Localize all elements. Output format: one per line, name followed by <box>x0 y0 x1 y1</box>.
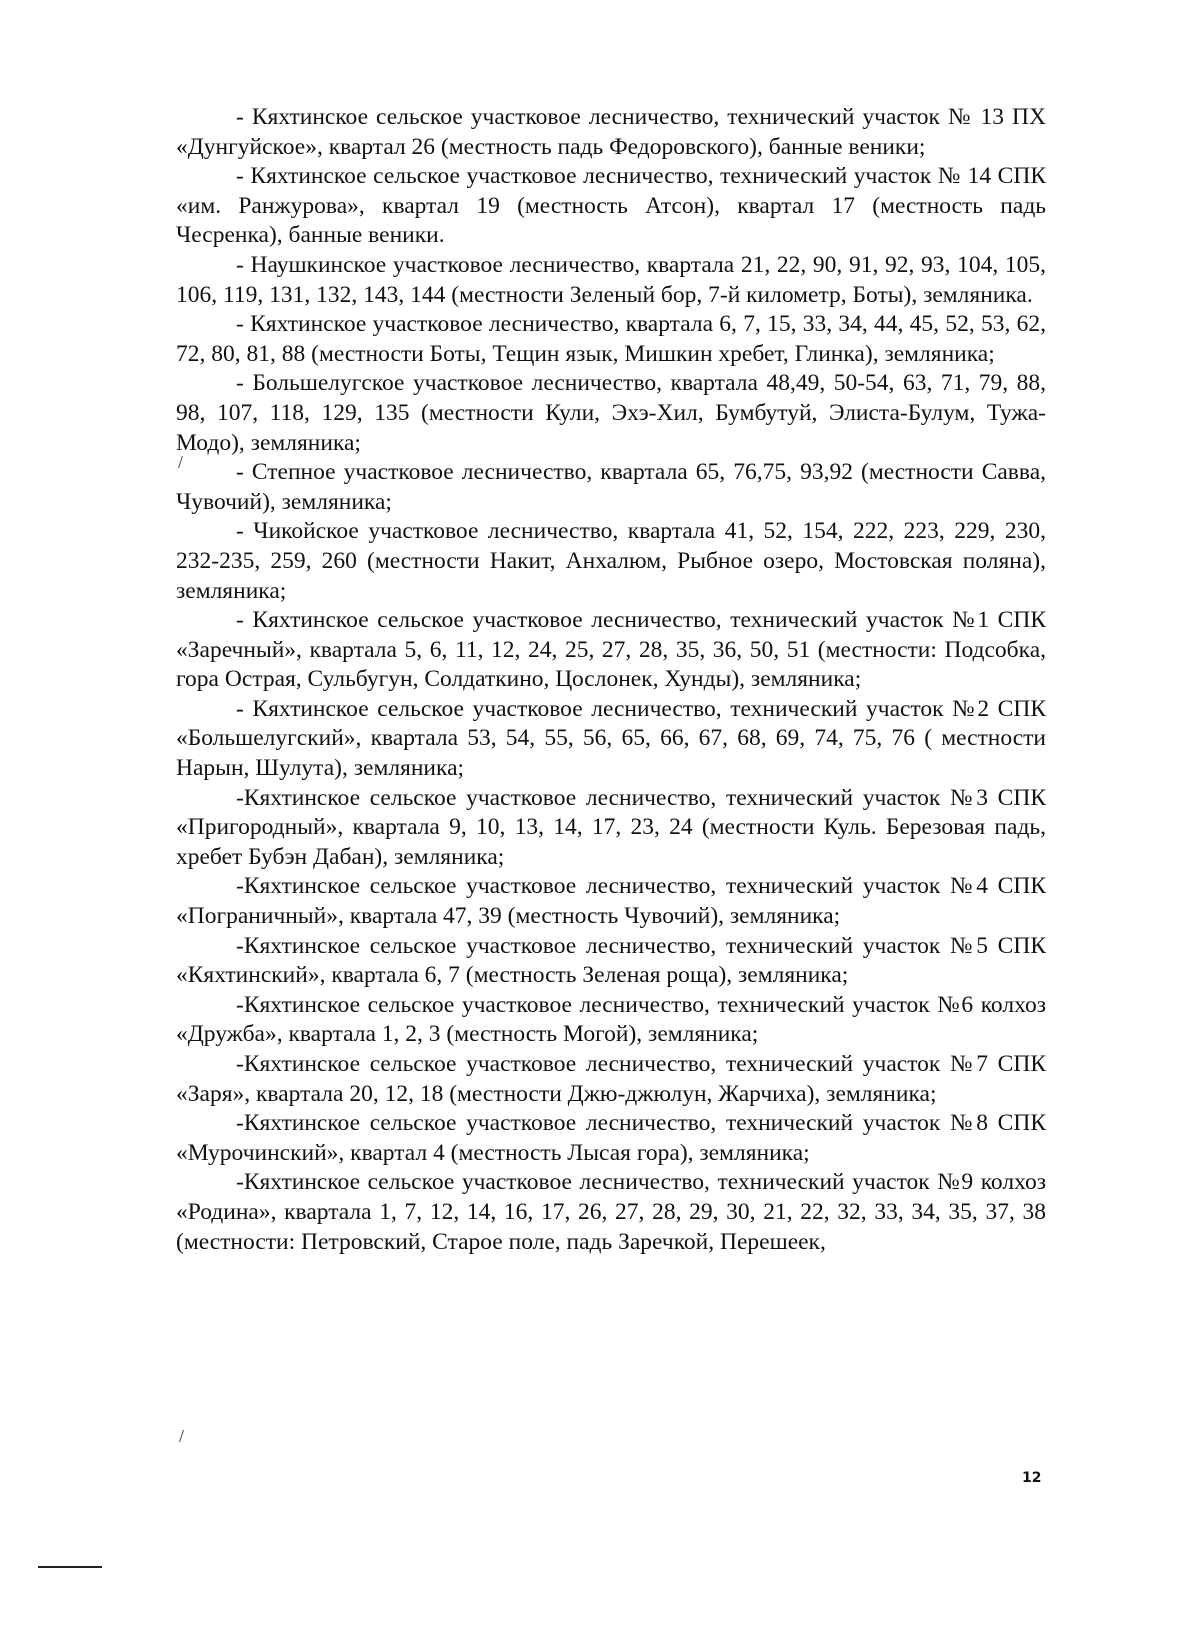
paragraph: - Кяхтинское сельское участковое лесничество, технический участок №1 СПК «Заречный», квартала 5, 6, 11, 12, 24, 25, 27, 28, 35, 36, 50, 51 (местности: Подсобка, гора Острая, Сульбугун, Солдаткино, Цослонек, Хунды), земляника; <box>176 607 1046 693</box>
paragraph: -Кяхтинское сельское участковое лесничество, технический участок №4 СПК «Пограничный», квартала 47, 39 (местность Чувочий), земляника; <box>176 873 1046 930</box>
paragraph: - Степное участковое лесничество, квартала 65, 76,75, 93,92 (местности Савва, Чувочий), земляника; <box>176 459 1046 515</box>
paragraph: - Чикойское участковое лесничество, квартала 41, 52, 154, 222, 223, 229, 230, 232-235, 259, 260 (местности Накит, Анхалюм, Рыбное озеро, Мостовская поляна), земляника; <box>176 518 1046 604</box>
paragraph: - Большелугское участковое лесничество, квартала 48,49, 50-54, 63, 71, 79, 88, 98, 107, 118, 129, 135 (местности Кули, Эхэ-Хил, Бумбутуй, Элиста-Булум, Тужа-Модо), земляника; <box>176 370 1046 456</box>
paragraph: - Наушкинское участковое лесничество, квартала 21, 22, 90, 91, 92, 93, 104, 105, 106, 119, 131, 132, 143, 144 (местности Зеленый бор, 7-й километр, Боты), земляника. <box>176 251 1046 308</box>
paragraph: - Кяхтинское сельское участковое лесничество, технический участок № 13 ПХ «Дунгуйское», квартал 26 (местность падь Федоровского), банные веники; <box>176 104 1046 160</box>
paragraph: - Кяхтинское сельское участковое лесничество, технический участок №2 СПК «Большелугский», квартала 53, 54, 55, 56, 65, 66, 67, 68, 69, 74, 75, 76 ( местности Нарын, Шулута), земляника; <box>176 695 1046 782</box>
paragraph: -Кяхтинское сельское участковое лесничество, технический участок №7 СПК «Заря», квартала 20, 12, 18 (местности Джю-джюлун, Жарчиха), земляника; <box>176 1051 1046 1107</box>
margin-rule <box>38 1566 102 1568</box>
paragraph: -Кяхтинское сельское участковое лесничество, технический участок №6 колхоз «Дружба», квартала 1, 2, 3 (местность Могой), земляника; <box>176 991 1046 1048</box>
paragraph: -Кяхтинское сельское участковое лесничество, технический участок №3 СПК «Пригородный», квартала 9, 10, 13, 14, 17, 23, 24 (местности Куль. Березовая падь, хребет Бубэн Дабан), земляника; <box>176 784 1046 870</box>
document-body <box>176 103 1046 1257</box>
paragraph: -Кяхтинское сельское участковое лесничество, технический участок №5 СПК «Кяхтинский», квартала 6, 7 (местность Зеленая роща), земляника; <box>176 932 1046 989</box>
paragraph: - Кяхтинское сельское участковое лесничество, технический участок № 14 СПК «им. Ранжурова», квартал 19 (местность Атсон), квартал 17 (местность падь Чесренка), банные веники. <box>176 163 1046 249</box>
paragraph: -Кяхтинское сельское участковое лесничество, технический участок №8 СПК «Мурочинский», квартал 4 (местность Лысая гора), земляника; <box>176 1110 1046 1166</box>
paragraph: - Кяхтинское участковое лесничество, квартала 6, 7, 15, 33, 34, 44, 45, 52, 53, 62, 72, 80, 81, 88 (местности Боты, Тещин язык, Мишкин хребет, Глинка), земляника; <box>176 311 1046 367</box>
paragraph: -Кяхтинское сельское участковое лесничество, технический участок №9 колхоз «Родина», квартала 1, 7, 12, 14, 16, 17, 26, 27, 28, 29, 30, 21, 22, 32, 33, 34, 35, 37, 38 (местности: Петровский, Старое поле, падь Заречкой, Перешеек, <box>176 1169 1046 1255</box>
page-number: 12 <box>1022 1470 1042 1486</box>
scan-speck <box>179 1430 188 1442</box>
